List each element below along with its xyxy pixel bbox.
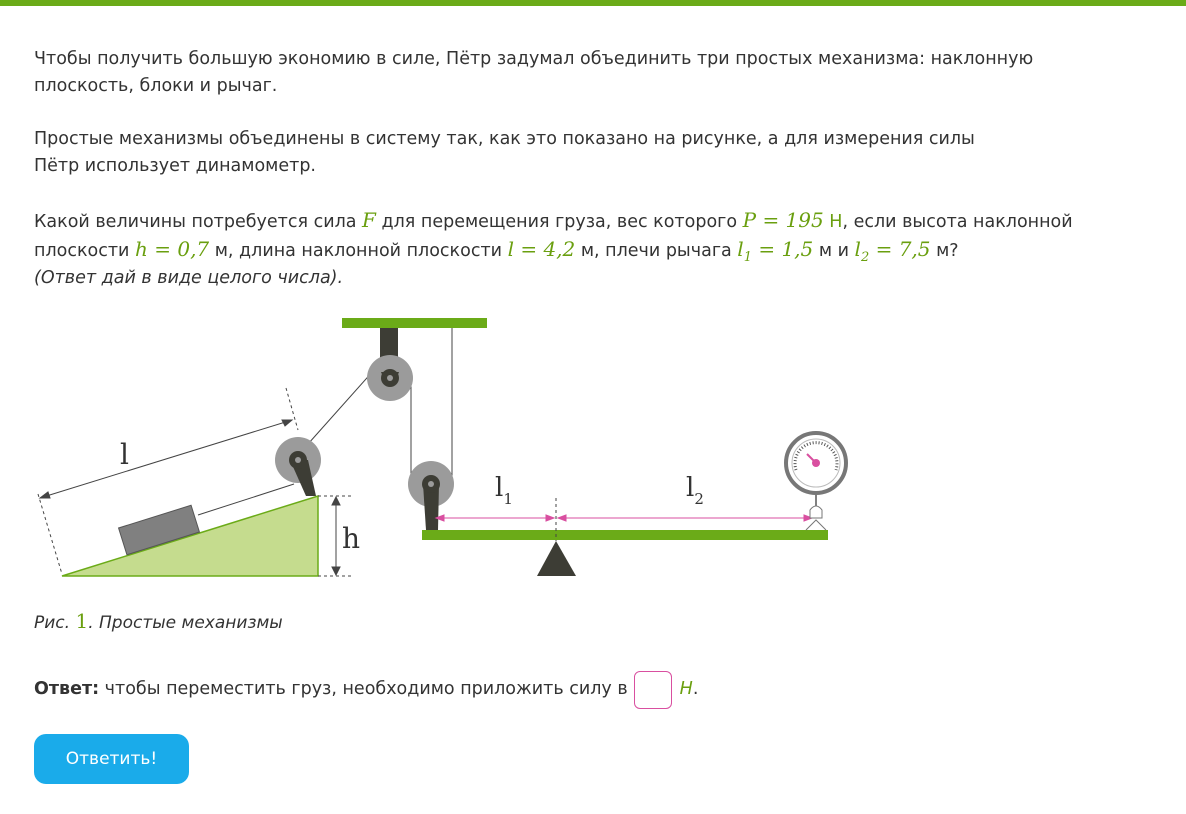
caption-prefix: Рис. xyxy=(34,613,76,633)
top-accent-bar xyxy=(0,0,1186,6)
arm-l1-subscript: 1 xyxy=(743,250,752,265)
label-l1-base: l xyxy=(495,473,504,503)
paragraph-2-line-2: Пётр использует динамометр. xyxy=(34,156,316,176)
label-l2-base: l xyxy=(686,473,695,503)
submit-button[interactable]: Ответить! xyxy=(34,734,189,784)
arm-dimension-lines xyxy=(436,515,812,521)
arm-l2-subscript: 2 xyxy=(860,250,870,265)
problem-question xyxy=(34,207,1144,271)
answer-input[interactable] xyxy=(634,671,672,709)
question-text: м и xyxy=(813,241,855,261)
weight-unit: Н xyxy=(823,212,843,232)
ceiling-beam xyxy=(342,318,487,328)
answer-text: чтобы переместить груз, необходимо приложить силу в xyxy=(99,679,628,699)
label-l2 xyxy=(686,473,704,508)
arm-l1-number: = 1,5 xyxy=(751,237,814,261)
dynamometer xyxy=(786,433,846,530)
figure-caption xyxy=(34,608,283,636)
question-text: , если высота наклонной плоскости xyxy=(34,212,1073,261)
paragraph-2-line-1: Простые механизмы объединены в систему так, как это показано на рисунке, а для измерения силы xyxy=(34,129,975,149)
problem-paragraph-2 xyxy=(34,126,1034,180)
arm-l2-symbol: l xyxy=(854,237,861,261)
label-l1-sub: 1 xyxy=(503,490,513,508)
lever-bar xyxy=(422,530,828,540)
lever-pulley-hub xyxy=(428,481,434,487)
label-l1 xyxy=(495,473,513,508)
arm-l1-symbol: l xyxy=(737,237,744,261)
arm-l1-value xyxy=(737,237,814,265)
height-value: h = 0,7 xyxy=(134,237,210,261)
mechanisms-figure xyxy=(34,312,864,592)
incline-pulley-hub xyxy=(295,457,301,463)
rope-incline-pulley-to-top-pulley xyxy=(308,370,374,444)
answer-unit: Н xyxy=(679,679,693,699)
caption-number: 1 xyxy=(75,609,89,633)
answer-label: Ответ: xyxy=(34,679,100,699)
problem-paragraph-1: Чтобы получить большую экономию в силе, Пётр задумал объединить три простых механизма: наклонную плоскость, блоки и рычаг. xyxy=(34,49,1034,96)
caption-text: . Простые механизмы xyxy=(88,613,283,633)
weight-value: P = 195 xyxy=(742,208,824,232)
length-value: l = 4,2 xyxy=(507,237,576,261)
question-text: м? xyxy=(930,241,959,261)
label-l: l xyxy=(120,438,129,471)
question-text: для перемещения груза, вес которого xyxy=(375,212,743,232)
top-pulley-hub xyxy=(387,375,393,381)
arm-l2-value xyxy=(854,237,931,265)
answer-dot: . xyxy=(692,679,699,699)
lever-fulcrum xyxy=(537,541,576,576)
answer-line xyxy=(34,670,698,708)
question-text: м, плечи рычага xyxy=(575,241,738,261)
question-text: м, длина наклонной плоскости xyxy=(209,241,508,261)
label-l2-sub: 2 xyxy=(694,490,704,508)
arm-l2-number: = 7,5 xyxy=(869,237,931,261)
question-text: Какой величины потребуется сила xyxy=(34,212,363,232)
force-variable: F xyxy=(362,208,376,232)
answer-hint: (Ответ дай в виде целого числа). xyxy=(34,268,344,288)
label-h: h xyxy=(342,522,361,555)
